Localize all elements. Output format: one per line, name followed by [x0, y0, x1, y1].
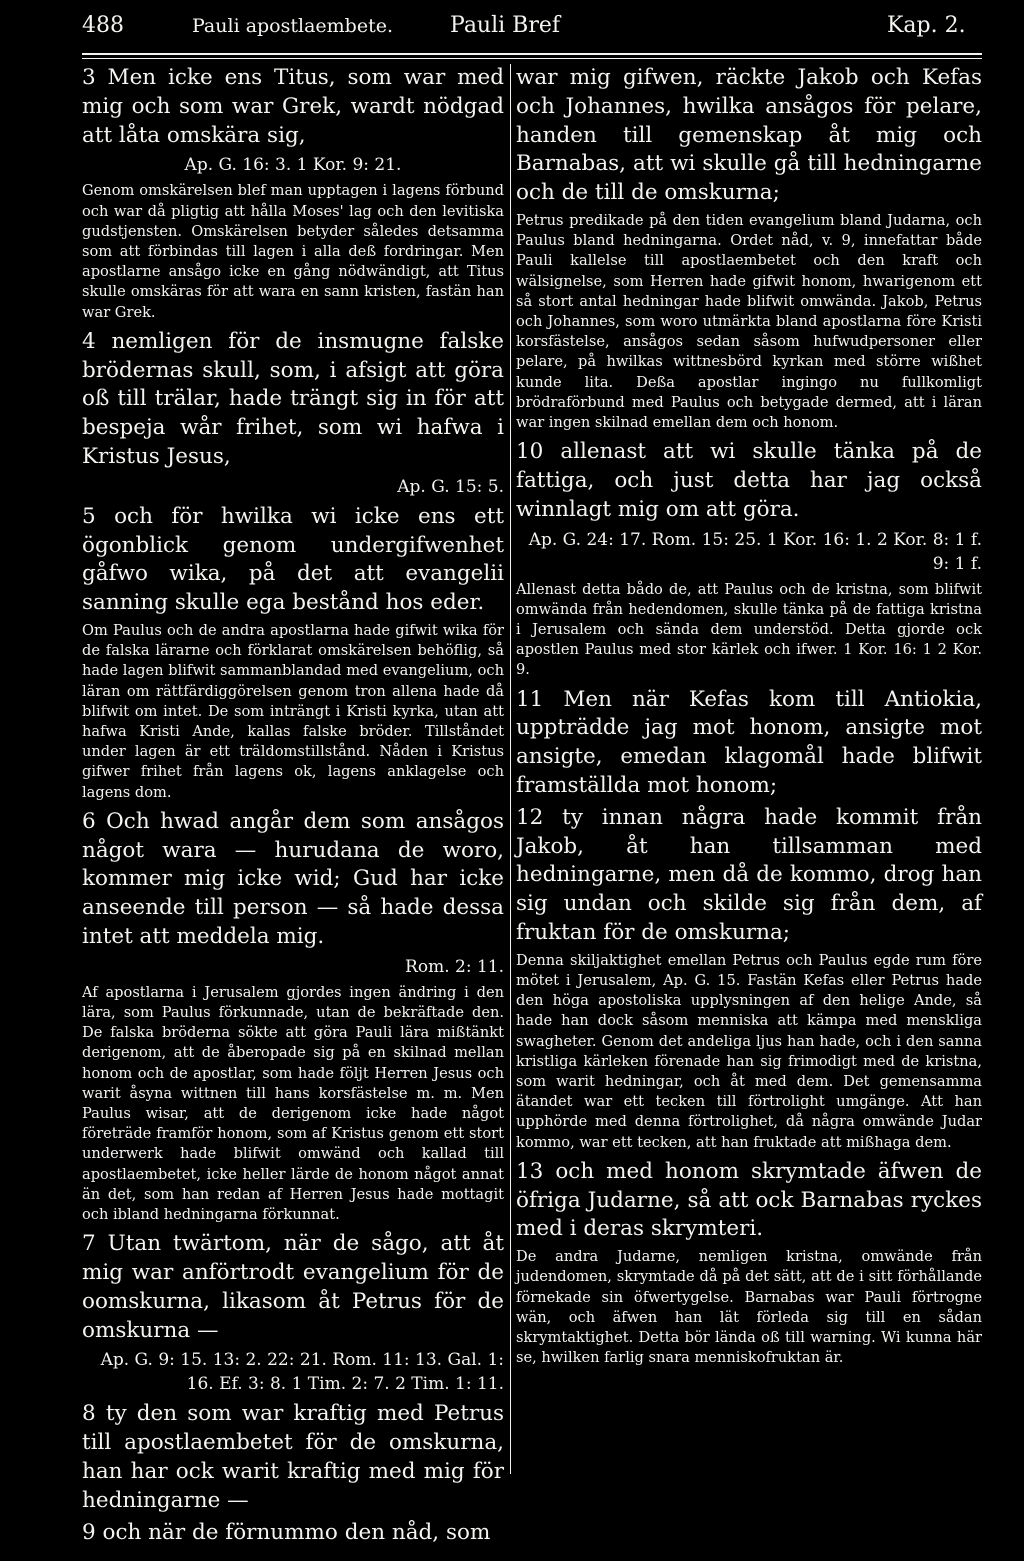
running-title: Pauli apostlaembete.: [192, 15, 393, 37]
verse-13: 13 och med honom skrymtade äfwen de öfriga Judarne, så att ock Barnabas ryckes med i deras skrymteri.: [516, 1158, 982, 1242]
verse-7: 7 Utan twärtom, när de sågo, att åt mig war anförtrodt evangelium för de oomskurna, likasom åt Petrus för de omskurna —: [82, 1231, 504, 1343]
verse-10: 10 allenast att wi skulle tänka på de fattiga, och just detta har jag också winnlagt mig om att göra.: [516, 439, 982, 522]
cross-references: Ap. G. 9: 15. 13: 2. 22: 21. Rom. 11: 13. Gal. 1: 16. Ef. 3: 8. 1 Tim. 2: 7. 2 Tim. 1: 11.: [100, 1350, 504, 1395]
running-head: [82, 6, 982, 46]
header-rule-thin: [82, 58, 982, 59]
commentary-note: Af apostlarna i Jerusalem gjordes ingen ändring i den lära, som Paulus förkunnade, utan de bekräftade den. De falska bröderna sökte att göra Pauli lära mißtänkt derigenom, att de åberopade sig på en skilnad mellan honom och de apostlar, som hade följt Herren Jesus och warit åsyna wittnen till hans korsfästelse m. m. Men Paulus wisar, att de derigenom icke hade något företräde framför honom, som af Kristus genom ett stort underwerk hade blifwit omwänd och kallad till apostlaembetet, icke heller lärde de honom något annat än det, som han redan af Herren Jesus hade mottagit och ibland hedningarna förkunnat.: [82, 983, 504, 1224]
column-divider: [510, 64, 511, 1474]
commentary-note: Om Paulus och de andra apostlarna hade gifwit wika för de falska lärarne och förklarat omskärelsen behöflig, så hade lagen blifwit sammanblandad med evangelium, och läran om rättfärdiggörelsen genom tron allena hade då blifwit om intet. De som inträngt i Kristi kyrka, utan att hafwa Kristi Ande, kallas falske bröder. Tillståndet under lagen är ett träldomstillstånd. Nåden i Kristus gifwer frihet från lagens ok, lagens anklagelse och lagens dom.: [82, 621, 504, 801]
cross-references: Rom. 2: 11.: [405, 956, 504, 977]
cross-references: Ap. G. 16: 3. 1 Kor. 9: 21.: [184, 155, 402, 176]
verse-9: 9 och när de förnummo den nåd, som: [82, 1519, 491, 1545]
verse-6: 6 Och hwad angår dem som ansågos något wara — hurudana de woro, kommer mig icke wid; Gud har icke anseende till person — så hade dessa intet att meddela mig.: [82, 808, 504, 949]
left-column: [82, 64, 504, 1550]
cross-references: Ap. G. 24: 17. Rom. 15: 25. 1 Kor. 16: 1. 2 Kor. 8: 1 f. 9: 1 f.: [528, 529, 982, 574]
commentary-note: Denna skiljaktighet emellan Petrus och Paulus egde rum före mötet i Jerusalem, Ap. G. 15. Fastän Kefas eller Petrus hade den höga apostoliska upplysningen af den helige Ande, så hade han dock såsom menniska att kämpa med menskliga swagheter. Genom det andeliga ljus han hade, och i den sanna kristliga kärleken förenade han sig frimodigt med de kristna, som warit hedningar, och åt med dem. Det gemensamma ätandet war ett tecken till förtrolight umgänge. Att han upphörde med denna förtrolighet, då några omwände Judar kommo, war ett tecken, att han fruktade att mißhaga dem.: [516, 951, 982, 1151]
verse-9-continued: war mig gifwen, räckte Jakob och Kefas och Johannes, hwilka ansågos för pelare, handen till gemenskap åt mig och Barnabas, att wi skulle gå till hedningarne och de till de omskurna;: [516, 65, 982, 206]
chapter-label: Kap. 2.: [887, 13, 966, 38]
commentary-note: Petrus predikade på den tiden evangelium bland Judarna, och Paulus bland hedningarna. Ordet nåd, v. 9, innefattar både Pauli kallelse till apostlaembetet och den kraft och wälsignelse, som Herren hade gifwit honom, hwarigenom ett så stort antal hedningar hade blifwit omwända. Jakob, Petrus och Johannes, som woro utmärkta bland apostlarna före Kristi korsfästelse, ansågos sedan såsom hufwudpersoner eller pelare, på hwilkas wittnesbörd kyrkan med större wißhet kunde lita. Deßa apostlar ingingo nu fullkomligt brödraförbund med Paulus och betygade dermed, att i läran war ingen skilnad emellan dem och honom.: [516, 211, 982, 432]
verse-11: 11 Men när Kefas kom till Antiokia, uppträdde jag mot honom, ansigte mot ansigte, emedan klagomål hade blifwit framställda mot honom;: [516, 686, 982, 799]
header-rule: [82, 53, 982, 55]
cross-references: Ap. G. 15: 5.: [397, 476, 504, 497]
verse-12: 12 ty innan några hade kommit från Jakob, åt han tillsamman med hedningarne, men då de kommo, drog han sig undan och skilde sig från dem, af fruktan för de omskurna;: [516, 804, 982, 945]
page-number: 488: [82, 13, 124, 38]
verse-5: 5 och för hwilka wi icke ens ett ögonblick genom undergifwenhet gåfwo wika, på det att evangelii sanning skulle ega bestånd hos eder.: [82, 503, 504, 616]
commentary-note: Allenast detta bådo de, att Paulus och de kristna, som blifwit omwända från hedendomen, skulle tänka på de fattiga kristna i Jerusalem och sända dem understöd. Detta gjorde ock apostlen Paulus med stor kärlek och ifwer. 1 Kor. 16: 1 2 Kor. 9.: [516, 580, 982, 679]
right-column: [516, 64, 982, 1373]
commentary-note: Genom omskärelsen blef man upptagen i lagens förbund och war då pligtig att hålla Moses' lag och den levitiska gudstjensten. Omskärelsen betyder således detsamma som att förbindas till lagen i alla deß fordringar. Men apostlarne ansågo icke en gång nödwändigt, att Titus skulle omskäras för att wara en sann kristen, fastän han war Grek.: [82, 182, 504, 321]
book-title: Pauli Bref: [450, 13, 561, 38]
verse-4: 4 nemligen för de insmugne falske brödernas skull, som, i afsigt att göra oß till trälar, hade trängt sig in för att bespeja wår frihet, som wi hafwa i Kristus Jesus,: [82, 328, 504, 469]
verse-3: 3 Men icke ens Titus, som war med mig och som war Grek, wardt nödgad att låta omskära sig,: [82, 65, 504, 148]
verse-8: 8 ty den som war kraftig med Petrus till apostlaembetet för de omskurna, han har ock warit kraftig med mig för hedningarne —: [82, 1401, 504, 1513]
commentary-note: De andra Judarne, nemligen kristna, omwände från judendomen, skrymtade då på det sätt, att de i sitt förhållande förnekade sin öfwertygelse. Barnabas war Pauli förtrogne wän, och äfwen han lät förleda sig till en sådan skrymtaktighet. Detta bör lända oß till warning. Wi kunna här se, hwilken farlig snara menniskofruktan är.: [516, 1248, 982, 1367]
